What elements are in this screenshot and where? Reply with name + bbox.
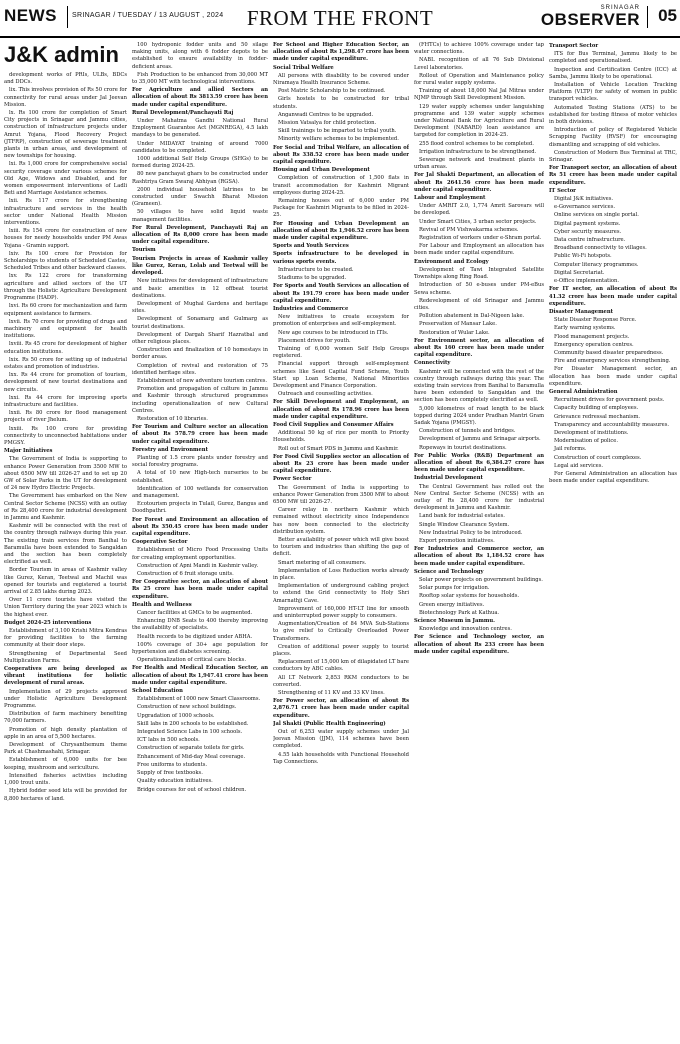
article-paragraph: Digital payment systems. <box>554 220 621 227</box>
article-paragraph: Health records to be digitized under ABHA. <box>137 633 253 640</box>
article-paragraph: Food Civil Supplies and Consumer Affairs <box>273 421 394 428</box>
article-paragraph: Additional 50 kg of rice per month to Priority Households. <box>273 430 409 444</box>
article-paragraph: Planting of 1.5 crore plants under forestry and social forestry programs. <box>132 454 268 469</box>
article-paragraph: 5,000 kilometres of road length to be black topped during 2024 under Pradhan Mantri Gram Sadak Yojana (PMGSY). <box>414 405 544 426</box>
article-paragraph: Budget 2024-25 interventions <box>4 619 92 626</box>
article-paragraph: 4.55 lakh households with Functional Household Tap Connections. <box>273 751 409 765</box>
column-4-body <box>414 42 544 656</box>
article-column-5 <box>549 42 677 1042</box>
article-paragraph: lxiv. Rs 100 crore for Provision for Scholarships to students of Scheduled Castes, Scheduled Tribes and other backward classes. <box>4 250 127 272</box>
article-paragraph: Operationalization of critical care blocks. <box>137 657 246 664</box>
article-paragraph: Development of institutions. <box>554 429 629 436</box>
article-paragraph: Grievance redressal mechanism. <box>554 413 641 420</box>
article-paragraph: For Industries and Commerce sector, an allocation of about Rs 1,184.52 crore has been made under capital expenditure. <box>414 546 544 567</box>
article-paragraph: School Education <box>132 688 183 695</box>
article-paragraph: Connectivity <box>414 360 451 367</box>
headline: J&K admin <box>4 42 119 67</box>
article-paragraph: Strengthening of 11 KV and 33 KV lines. <box>278 690 385 697</box>
article-paragraph: Kashmir will be connected with the rest of the country through railways during this year. The existing train services from Banihal to Baramulla have been extended to Sangaldan and the section has been completely electrified as well. <box>414 368 544 404</box>
article-paragraph: Irrigation infrastructure to be strengthened. <box>419 148 537 155</box>
article-paragraph: Fire and emergency services strengthening. <box>554 358 671 365</box>
newspaper-logo <box>541 5 640 28</box>
article-paragraph: lxxiii. Rs 100 crore for providing connectivity to unconnected habitations under PMGSY. <box>4 425 127 446</box>
article-paragraph: development works of PRIs, ULBs, BDCs and DDCs. <box>4 72 127 86</box>
article-paragraph: e-Office implementation. <box>554 278 620 285</box>
issue-date: SRINAGAR / TUESDAY / 13 AUGUST , 2024 <box>72 12 224 19</box>
article-paragraph: For Housing and Urban Development an allocation of about Rs 1,946.52 crore has been made under capital expenditure. <box>273 220 409 242</box>
article-paragraph: New initiatives to create ecosystem for promotion of enterprises and self-employment. <box>273 314 409 328</box>
article-paragraph: Hybrid fodder seed kits will be provided for 8,800 hectares of land. <box>4 788 127 802</box>
article-paragraph: Modernisation of police. <box>554 438 618 445</box>
article-paragraph: Major Initiatives <box>4 448 53 455</box>
article-paragraph: lxv. Rs 122 crore for transforming agriculture and allied sectors of the UT through the Holistic Agriculture Development Programme (HADP). <box>4 273 127 302</box>
article-paragraph: lix. This involves provision of Rs 50 crore for connectivity for rural areas under Jal Jeevan Mission. <box>4 87 127 108</box>
article-paragraph: Tourism <box>132 247 156 254</box>
article-paragraph: Construction of Apni Mandi in Kashmir valley. <box>137 562 259 569</box>
article-paragraph: Online services on single portal. <box>554 212 639 219</box>
article-paragraph: For Agriculture and allied Sectors an allocation of about Rs 3813.59 crore has been made under capital expenditure. <box>132 87 268 108</box>
article-paragraph: Development of Jammu and Srinagar airports. <box>419 436 541 443</box>
article-paragraph: Supply of free textbooks. <box>137 770 203 777</box>
article-paragraph: Minority welfare schemes to be implemented. <box>278 136 399 143</box>
article-paragraph: Computer literacy programmes. <box>554 261 639 268</box>
article-paragraph: Promotion of high density plantation of apple in an area of 5,500 hectares. <box>4 726 127 740</box>
article-paragraph: lxvii. Rs 70 crore for providing of drugs and machinery and equipment for health institutions. <box>4 318 127 340</box>
article-paragraph: Restoration of Wular Lake. <box>419 329 490 336</box>
article-paragraph: For School and Higher Education Sector, an allocation of about Rs 1,298.47 crore has been made under capital expenditure. <box>273 42 409 63</box>
column-5-body <box>549 43 677 485</box>
article-paragraph: Better availability of power which will give boost to tourism and industries than shifting the gap of deficit. <box>273 537 409 558</box>
article-paragraph: For General Administration an allocation has been made under capital expenditure. <box>549 470 677 485</box>
article-paragraph: Flood management projects. <box>554 333 630 340</box>
article-paragraph: lxvi. Rs 60 crore for mechanization and farm equipment assistance to farmers. <box>4 303 127 317</box>
article-paragraph: For Skill Development and Employment, an allocation of about Rs 178.96 crore has been made under capital expenditure. <box>273 399 409 420</box>
article-paragraph: Green energy initiatives. <box>419 601 485 608</box>
article-paragraph: Community based disaster preparedness. <box>554 349 664 356</box>
article-paragraph: Establishment of 1000 new Smart Classrooms. <box>137 696 261 703</box>
article-paragraph: lxxii. Rs 80 crore for flood management projects of river Jhelum. <box>4 410 127 424</box>
article-paragraph: 100 hydroponic fodder units and 50 silage making units, along with 6 fodder depots to be established to ensure availability in fodder-deficient areas. <box>132 42 268 70</box>
article-paragraph: IT Sector <box>549 187 576 194</box>
article-paragraph: Establishment of Micro Food Processing Units for creating employment opportunities. <box>132 547 268 561</box>
article-paragraph: Quality education initiatives. <box>137 778 213 785</box>
article-paragraph: Sports infrastructure to be developed in various sports events. <box>273 251 409 265</box>
article-paragraph: Bridge courses for out of school children. <box>137 786 247 793</box>
article-paragraph: Outreach and counselling activities. <box>278 391 373 398</box>
article-paragraph: Strengthening of Departmental Seed Multiplication Farms. <box>4 650 127 664</box>
article-paragraph: Development of Tawi Integrated Satellite Townships along Ring Road. <box>414 266 544 281</box>
article-paragraph: Capacity building of employees. <box>554 405 639 412</box>
article-paragraph: For Sports and Youth Services an allocation of about Rs 191.79 crore has been made under capital expenditure. <box>273 283 409 304</box>
article-paragraph: Career relay in northern Kashmir which remained without electricity since Independence has now been connected to the electricity distribution system. <box>273 507 409 535</box>
article-paragraph: For Labour and Employment an allocation has been made under capital expenditure. <box>414 243 544 257</box>
article-paragraph: For Health and Medical Education Sector, an allocation of about Rs 1,947.41 crore has been made under capital expenditure. <box>132 665 268 686</box>
article-paragraph: Development of Dargah Sharif Hazratbal and other religious places. <box>132 331 268 345</box>
article-paragraph: Remaining houses out of 6,000 under PM Package for Kashmiri Migrants to be filled in 2024-25. <box>273 198 409 219</box>
article-paragraph: For Food Civil Supplies sector an allocation of about Rs 23 crore has been made under capital expenditure. <box>273 453 409 475</box>
article-paragraph: Cancer facilities at GMCs to be augmented. <box>137 610 253 617</box>
article-paragraph: lxviii. Rs 45 crore for development of higher education institutions. <box>4 341 127 355</box>
article-paragraph: Biotechnology Park at Kathua. <box>419 609 500 616</box>
article-paragraph: Upgradation of 1000 schools. <box>137 712 215 719</box>
article-paragraph: Construction of tunnels and bridges. <box>419 428 516 435</box>
article-paragraph: lxxi. Rs 44 crore for improving sports infrastructure and facilities. <box>4 394 127 408</box>
article-paragraph: For Transport sector, an allocation of about Rs 51 crore has been made under capital expenditure. <box>549 165 677 186</box>
article-paragraph: 80 new panchayat ghars to be constructed under Rashtriya Gram Swaraj Abhiyan (RGSA). <box>132 171 268 185</box>
article-paragraph: Forestry and Environment <box>132 446 208 453</box>
article-paragraph: Establishment of 6,000 units for bee keeping, mushroom and sericulture. <box>4 757 127 771</box>
article-paragraph: Over 11 crore tourists have visited the Union Territory during the year 2023 which is the highest ever. <box>4 597 127 618</box>
article-paragraph: Science and Technology <box>414 568 484 575</box>
article-paragraph: General Administration <box>549 388 618 395</box>
article-paragraph: Construction of court complexes. <box>554 454 642 461</box>
masthead <box>0 0 680 38</box>
article-paragraph: 255 flood control schemes to be completed. <box>419 140 534 147</box>
article-paragraph: 2000 individual household latrines to be constructed under Swachh Bharat Mission (Grameen). <box>132 186 268 208</box>
article-paragraph: Development of Mughal Gardens and heritage sites. <box>132 300 268 315</box>
article-paragraph: Construction and finalization of 10 homestays in border areas. <box>132 347 268 361</box>
article-paragraph: For Disaster Management sector, an allocation has been made under capital expenditure. <box>549 366 677 387</box>
article-paragraph: Redevelopment of old Srinagar and Jammu cities. <box>414 297 544 311</box>
article-paragraph: lxi. Rs 1,000 crore for comprehensive social security coverage under various schemes for Old Age, Widows and Disabled, and for women empowerment interventions of Ladli Beti and Marriage Assistance schemes. <box>4 161 127 197</box>
article-paragraph: For Environment sector, an allocation of about Rs 160 crore has been made under capital expenditure. <box>414 337 544 359</box>
article-paragraph: Data centre infrastructure. <box>554 237 626 244</box>
page-number: 05 <box>658 6 677 25</box>
article-paragraph: Installation of Vehicle Location Tracking Platform (VLTP) for safety of women in public transport vehicles. <box>549 82 677 103</box>
article-paragraph: Establishment of 3,100 Krishi Mitra Kendras for providing facilities to the farming community at their door steps. <box>4 628 127 649</box>
article-paragraph: Cooperatives are being developed as vibrant institutions for holistic development of rural areas. <box>4 666 127 687</box>
article-paragraph: Inspection and Certification Centre (ICC) at Samba, Jammu likely to be operational. <box>549 66 677 80</box>
article-paragraph: lxix. Rs 50 crore for setting up of industrial estates and promotion of industries. <box>4 356 127 370</box>
article-paragraph: Mission Vatsalya for child protection. <box>278 120 377 127</box>
article-paragraph: lxiii. Rs 154 crore for construction of new houses for needy households under PM Awas Yojana - Gramin support. <box>4 228 127 249</box>
article-paragraph: For Science and Technology sector, an allocation of about Rs 233 crore has been made under capital expenditure. <box>414 634 544 655</box>
article-column-1 <box>4 42 127 1042</box>
article-paragraph: Power Sector <box>273 476 312 483</box>
article-paragraph: For Tourism and Culture sector an allocation of about Rs 578.79 crore has been made under capital expenditure. <box>132 424 268 445</box>
article-paragraph: Automated Testing Stations (ATS) to be established for testing fitness of motor vehicles in both divisions. <box>549 104 677 126</box>
article-paragraph: Recruitment drives for government posts. <box>554 397 665 404</box>
article-paragraph: Solar pumps for irrigation. <box>419 585 490 592</box>
article-paragraph: ICT labs in 500 schools. <box>137 737 200 744</box>
column-3-body <box>273 42 409 766</box>
article-paragraph: NABL recognition of all 76 Sub Divisional Level laboratories. <box>414 57 544 71</box>
article-paragraph: Rural Development/Panchayati Raj <box>132 109 234 116</box>
article-paragraph: 1000 additional Self Help Groups (SHGs) to be formed during 2024-25. <box>132 156 268 170</box>
article-paragraph: Emergency operation centres. <box>554 341 634 348</box>
article-paragraph: New age courses to be introduced in ITIs. <box>278 329 389 336</box>
article-paragraph: The Government of India is supporting to enhance Power Generation from 3500 MW to about 6500 MW till 2026-27 and to set up 20 GW of Solar Parks in the UT for development of 24 new Hydro Electric Projects. <box>4 456 127 492</box>
article-paragraph: Roll out of Smart PDS in Jammu and Kashmir. <box>278 445 399 452</box>
article-paragraph: Completion of construction of 1,500 flats in transit accommodation for Kashmiri Migrant employees during 2024-25. <box>273 175 409 196</box>
article-paragraph: Pollution abatement in Dal-Nigeen lake. <box>419 313 525 320</box>
article-paragraph: Skill labs in 200 schools to be established. <box>137 720 249 727</box>
article-paragraph: Disaster Management <box>549 308 614 315</box>
article-paragraph: Post Matric Scholarship to be continued. <box>278 88 386 95</box>
article-paragraph: For Public Works (R&B) Department an allocation of about Rs 6,384.27 crore has been made under capital expenditure. <box>414 452 544 474</box>
article-paragraph: Establishment of new adventure tourism centres. <box>137 377 268 384</box>
article-paragraph: Sewerage network and treatment plants in urban areas. <box>414 157 544 171</box>
article-paragraph: Digital Secretariat. <box>554 269 605 276</box>
article-paragraph: lxii. Rs 117 crore for strengthening infrastructure and services in the health sector under National Health Mission interventions. <box>4 198 127 227</box>
article-paragraph: Cyber security measures. <box>554 228 622 235</box>
article-paragraph: For Power sector, an allocation of about Rs 2,876.71 crore has been made under capital expenditure. <box>273 698 409 719</box>
article-paragraph: Under Mahatma Gandhi National Rural Employment Guarantee Act (MGNREGA), 4.5 lakh mandays to be generated. <box>132 118 268 139</box>
article-paragraph: Implementation of Loss Reduction works already in place. <box>273 567 409 582</box>
article-paragraph: Integrated Science Labs in 100 schools. <box>137 729 243 736</box>
article-paragraph: 129 water supply schemes under languishing programme and 139 water supply schemes under National Bank for Agriculture and Rural Development (NABARD) loan assistance are targeted for completion in 2024-25. <box>414 103 544 139</box>
article-paragraph: Export promotion initiatives. <box>419 538 495 544</box>
article-paragraph: lxx. Rs 44 crore for promotion of tourism, development of new tourist destinations and new circuits. <box>4 372 127 393</box>
page-title: FROM THE FRONT <box>246 6 434 30</box>
article-paragraph: Construction of new school buildings. <box>137 704 237 711</box>
article-paragraph: e-Governance services. <box>554 204 616 211</box>
article-paragraph: Under AMRIT 2.0, 1,774 Amrit Sarovars will be developed. <box>414 203 544 217</box>
article-paragraph: Enhancement of Mid-day Meal coverage. <box>137 753 246 760</box>
article-paragraph: Land bank for industrial estates. <box>419 513 505 520</box>
article-paragraph: For Rural Development, Panchayati Raj an allocation of Rs 8,000 crore has been made under capital expenditure. <box>132 224 268 246</box>
article-paragraph: Science Museum in Jammu. <box>414 618 495 625</box>
article-paragraph: Sports and Youth Services <box>273 243 349 250</box>
article-paragraph: Kashmir will be connected with the rest of the country through railways during this year. The existing train services from Banihal to Baramulla have been extended to Sangaldan and the section has been completely electrified as well. <box>4 523 127 566</box>
logo-name: OBSERVER <box>540 10 640 29</box>
article-paragraph: For Social and Tribal Welfare, an allocation of about Rs 338.52 crore has been made under capital expenditure. <box>273 144 409 166</box>
article-paragraph: Introduction of policy of Registered Vehicle Scrapping Facility (RVSF) for encouraging dismantling and scrapping of old vehicles. <box>549 127 677 148</box>
column-2-body <box>132 42 268 794</box>
article-paragraph: For Jal Shakti Department, an allocation of about Rs 2641.56 crore has been made under capital expenditure. <box>414 172 544 193</box>
article-paragraph: Knowledge and innovation centres. <box>419 626 512 633</box>
article-paragraph: Development of Sonamarg and Gulmarg as tourist destinations. <box>132 316 268 330</box>
article-paragraph: Girls hostels to be constructed for tribal students. <box>273 96 409 110</box>
article-paragraph: 50 villages to have solid liquid waste management facilities. <box>132 209 268 223</box>
article-paragraph: Distribution of farm machinery benefiting 70,000 farmers. <box>4 711 127 725</box>
article-paragraph: Development of Chrysanthemum theme Park at Chashmashahi, Srinagar. <box>4 742 127 756</box>
article-column-2 <box>132 42 268 1042</box>
article-paragraph: Replacement of 15,000 km of dilapidated LT bare conductors by ABC cables. <box>273 659 409 673</box>
article-paragraph: Digital J&K initiatives. <box>554 196 614 203</box>
article-paragraph: Broadband connectivity to villages. <box>554 245 647 252</box>
article-paragraph: Skill trainings to be imparted to tribal youth. <box>278 128 397 135</box>
article-paragraph: Financial support through self-employment schemes like Seed Capital Fund Scheme, Youth Start up Loan Scheme, National Minorities Development and Finance Corporation. <box>273 361 409 389</box>
article-paragraph: Tourism Projects in areas of Kashmir valley like Gurez, Keran, Lolab and Teetwal will be developed. <box>132 255 268 277</box>
article-paragraph: For Forest and Environment an allocation of about Rs 350.45 crore has been made under capital expenditure. <box>132 516 268 537</box>
article-paragraph: For IT sector, an allocation of about Rs 41.32 crore has been made under capital expenditure. <box>549 286 677 307</box>
article-paragraph: Intensified fisheries activities including 1,000 trout units. <box>4 772 127 787</box>
article-paragraph: For Cooperative sector, an allocation of about Rs 25 crore has been made under capital expenditure. <box>132 579 268 600</box>
article-paragraph: Fish Production to be enhanced from 30,000 MT to 35,000 MT with technological interventions. <box>132 71 268 86</box>
article-paragraph: Revival of PM Vishwakarma schemes. <box>419 226 519 233</box>
article-paragraph: Cooperative Sector <box>132 539 188 546</box>
article-paragraph: Enhancing DNB Seats to 400 thereby improving the availability of specialists. <box>132 618 268 632</box>
article-paragraph: Legal aid services. <box>554 462 604 469</box>
article-paragraph: Augmentation/Creation of 84 MVA Sub-Stations to give relief to Critically Overloaded Power Transformers. <box>273 621 409 642</box>
article-paragraph: Implementation of underground cabling project to extend the Grid connectivity to Holy Shri Amarnathji Cave. <box>273 583 409 604</box>
article-paragraph: Creation of additional power supply to tourist places. <box>273 643 409 658</box>
article-paragraph: Improvement of 160,000 HT-LT line for smooth and uninterrupted power supply to consumers. <box>273 605 409 620</box>
article-column-4 <box>414 42 544 1042</box>
article-paragraph: Transparency and accountability measures. <box>554 421 670 428</box>
article-paragraph: New Industrial Policy to be introduced. <box>419 529 523 536</box>
article-paragraph: Under Smart Cities, 3 urban sector projects. <box>419 218 537 225</box>
article-paragraph: State Disaster Response Force. <box>554 317 637 324</box>
article-paragraph: Industrial Development <box>414 475 483 482</box>
article-paragraph: Anganwadi Centres to be upgraded. <box>278 111 374 118</box>
article-paragraph: (FHTCs) to achieve 100% coverage under tap water connections. <box>414 42 544 56</box>
article-paragraph: New initiatives for development of infrastructure and basic amenities in 12 offbeat tourist destinations. <box>132 278 268 299</box>
article-paragraph: Rollout of Operation and Maintenance policy for rural water supply systems. <box>414 72 544 87</box>
article-paragraph: Training of 6,000 women Self Help Groups registered. <box>273 345 409 360</box>
article-paragraph: Under MIDAYAT training of around 7000 candidates to be completed. <box>132 140 268 154</box>
article-paragraph: Implementation of 29 projects approved under Holistic Agriculture Development Programme. <box>4 688 127 710</box>
article-paragraph: Social Tribal Welfare <box>273 64 334 71</box>
article-paragraph: The Government has embarked on the New Central Sector Scheme (NCSS) with an outlay of Rs 28,400 crore for industrial development in Jammu and Kashmir. <box>4 493 127 521</box>
article-paragraph: Solar power projects on government buildings. <box>419 577 543 584</box>
article-paragraph: Free uniforms to students. <box>137 761 208 768</box>
article-paragraph: Preservation of Mansar Lake. <box>419 321 497 328</box>
article-paragraph: The Central Government has rolled out the New Central Sector Scheme (NCSS) with an outlay of Rs 28,400 crore for industrial development in Jammu and Kashmir. <box>414 483 544 512</box>
article-paragraph: Single Window Clearance System. <box>419 521 510 528</box>
column-1-body <box>4 72 127 803</box>
article-paragraph: Construction of separate toilets for girls. <box>137 745 245 752</box>
article-paragraph: Industries and Commerce <box>273 305 349 312</box>
article-paragraph: All LT Network 2,853 RKM conductors to be converted. <box>273 674 409 688</box>
article-paragraph: Early warning systems. <box>554 325 616 332</box>
article-paragraph: Placement drives for youth. <box>278 337 351 344</box>
article-paragraph: Construction of Modern Bus Terminal at TRC, Srinagar. <box>549 149 677 164</box>
article-paragraph: Labour and Employment <box>414 195 486 202</box>
article-paragraph: Housing and Urban Development <box>273 167 370 174</box>
article-paragraph: Registration of workers under e-Shram portal. <box>419 235 542 242</box>
article-paragraph: Completion of revival and restoration of 75 identified heritage sites. <box>132 362 268 376</box>
article-paragraph: Environment and Ecology <box>414 258 489 265</box>
article-paragraph: All persons with disability to be covered under Niramaya Health Insurance Scheme. <box>273 72 409 87</box>
logo-city: SRINAGAR <box>600 5 640 11</box>
article-paragraph: Ecotourism projects in Tulail, Gurez, Bangus and Doodhpathri. <box>132 501 268 515</box>
article-paragraph: Introduction of 50 e-buses under PM-eBus Sewa scheme. <box>414 282 544 296</box>
article-paragraph: Stadiums to be upgraded. <box>278 275 347 282</box>
article-paragraph: Training of about 18,000 Nal Jal Mitras under NJMP through Skill Development Mission. <box>414 88 544 102</box>
article-paragraph: Construction of 6 fruit storage units. <box>137 571 234 578</box>
article-paragraph: Rooftop solar systems for households. <box>419 593 520 600</box>
article-paragraph: 100% coverage of 30+ age population for hypertension and diabetes screening. <box>132 641 268 656</box>
article-paragraph: The Government of India is supporting to enhance Power Generation from 3500 MW to about 6500 MW till 2026-27. <box>273 484 409 505</box>
article-paragraph: ITS for Bus Terminal, Jammu likely to be completed and operationalised. <box>549 51 677 65</box>
article-paragraph: A total of 10 new High-tech nurseries to be established. <box>132 470 268 484</box>
article-paragraph: Out of 6,253 water supply schemes under Jal Jeevan Mission (JJM), 114 schemes have been completed. <box>273 729 409 750</box>
article-paragraph: Health and Wellness <box>132 601 192 608</box>
article-paragraph: Infrastructure to be created. <box>278 266 354 273</box>
section-name: NEWS <box>4 6 57 25</box>
article-paragraph: Smart metering of all consumers. <box>278 559 367 566</box>
article-paragraph: Border Tourism in areas of Kashmir valley like Gurez, Keran, Teetwal and Machil was opened for tourists and registered a tourist arrival of 2.85 lakhs during 2023. <box>4 567 127 596</box>
article-paragraph: Jal Shakti (Public Health Engineering) <box>273 720 386 727</box>
article-paragraph: lx. Rs 100 crore for completion of Smart City projects in Srinagar and Jammu cities, construction of infrastructure projects under Amrut Yojana, Flood Recovery Project (JTFRP), construction of sewerage treatment plants in urban areas, and development of new townships for housing. <box>4 110 127 160</box>
page-number-divider <box>647 6 648 28</box>
article-paragraph: Promotion and propagation of culture in Jammu and Kashmir through structured programmes including operationalization of new Cultural Centres. <box>132 386 268 414</box>
article-paragraph: Public Wi-Fi hotspots. <box>554 253 612 260</box>
article-paragraph: Transport Sector <box>549 43 599 49</box>
article-column-3 <box>273 42 409 1042</box>
article-paragraph: Jail reforms. <box>554 446 587 453</box>
article-paragraph: Restoration of 10 libraries. <box>137 415 208 422</box>
article-paragraph: Ropeways in tourist destinations. <box>419 444 507 451</box>
article-paragraph: Identification of 100 wetlands for conservation and management. <box>132 485 268 499</box>
